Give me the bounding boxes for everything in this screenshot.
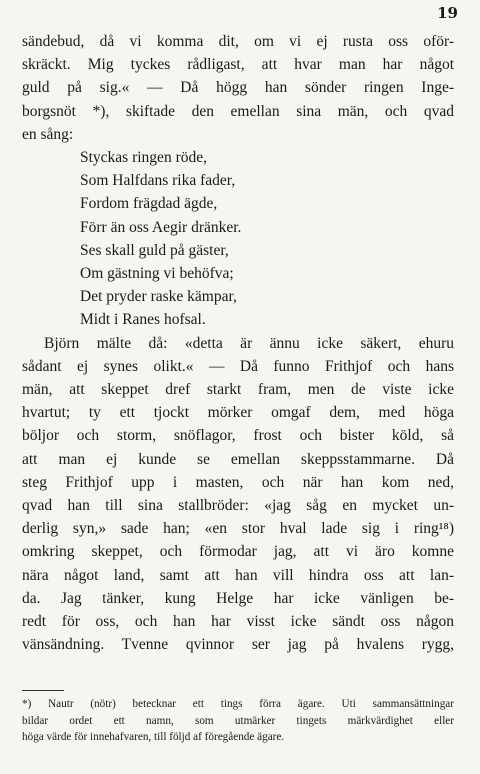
- text-line: att man ej kunde se emellan skeppsstammarne. Då: [22, 450, 454, 468]
- verse-line: Ses skall guld på gäster,: [80, 241, 229, 259]
- footnote-rule: [22, 690, 64, 691]
- text-line: da. Jag tänker, kung Helge har icke vänligen be-: [22, 589, 454, 607]
- footnote-line: bildar ordet ett namn, som utmärker tingets märkvärdighet eller: [22, 714, 454, 727]
- text-line: hvartut; ty ett tjockt mörker omgaf dem, med höga: [22, 404, 454, 422]
- verse-stanza: [22, 146, 454, 332]
- text-line: derlig syn,» sade han; «en stor hval lade sig i ring¹⁸): [22, 520, 454, 538]
- text-line: böljor och storm, snöflagor, frost och bister köld, så: [22, 427, 454, 445]
- text-line: skräckt. Mig tyckes rådligast, att hvar man har något: [22, 56, 454, 74]
- text-line: steg Frithjof upp i masten, och när han kom ned,: [22, 473, 454, 491]
- text-line: qvad han till sina stallbröder: «jag såg en mycket un-: [22, 497, 454, 515]
- verse-line: Om gästning vi behöfva;: [80, 265, 234, 283]
- verse-line: Som Halfdans rika fader,: [80, 172, 236, 190]
- verse-line: Fordom frägdad ägde,: [80, 195, 218, 213]
- verse-line: Styckas ringen röde,: [80, 149, 207, 167]
- text-line: en sång:: [22, 125, 74, 143]
- footnote-line: höga värde för innehafvaren, till följd af föregående ägare.: [22, 731, 285, 744]
- page-body: [22, 30, 454, 656]
- text-line: sändebud, då vi komma dit, om vi ej rusta oss oför-: [22, 33, 454, 50]
- footnote-line: *) Nautr (nötr) betecknar ett tings förra ägare. Uti sammansättningar: [22, 698, 454, 710]
- text-line: omkring skeppet, och förmodar jag, att vi äro komne: [22, 543, 454, 561]
- text-line: män, att skeppet dref starkt fram, men de viste icke: [22, 381, 454, 399]
- text-line: borgsnöt *), skiftade den emellan sina män, och qvad: [22, 102, 454, 120]
- text-line: redt för oss, och han har visst icke sändt oss någon: [22, 613, 454, 631]
- verse-line: Midt i Ranes hofsal.: [80, 311, 206, 329]
- verse-line: Det pryder raske kämpar,: [80, 288, 237, 306]
- text-line: vänsändning. Tvenne qvinnor ser jag på hvalens rygg,: [22, 636, 454, 654]
- page-number: 19: [437, 4, 458, 22]
- text-line: guld på sig.« — Då högg han sönder ringen Inge-: [22, 79, 454, 97]
- text-line: nära något land, samt att han vill hindra oss att lan-: [22, 566, 454, 584]
- text-line: Björn mälte då: «detta är ännu icke säkert, ehuru: [44, 334, 454, 352]
- footnote: [22, 696, 454, 746]
- verse-line: Förr än oss Aegir dränker.: [80, 218, 242, 236]
- text-line: sådant ej synes olikt.« — Då funno Frithjof och hans: [22, 357, 454, 375]
